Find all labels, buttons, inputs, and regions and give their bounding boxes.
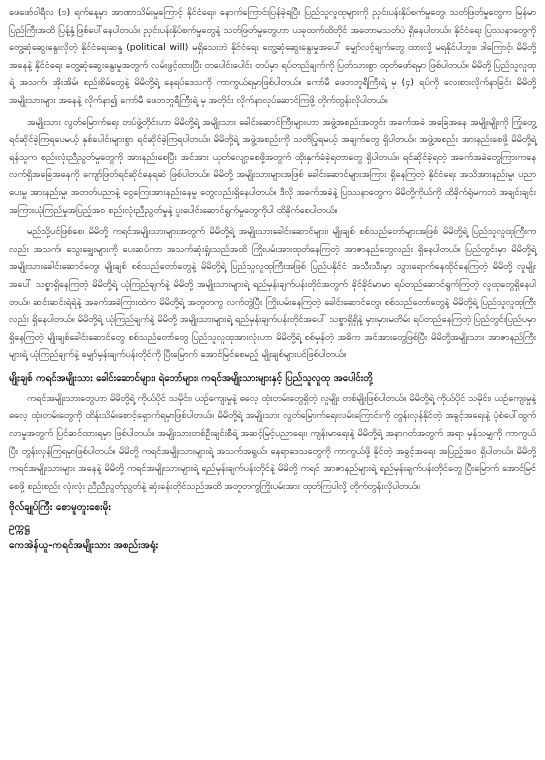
paragraph-intro: ဖေဖော်ဝါရီလ (၁) ရက်နေ့မှာ အာဏာသိမ်းမှုကြောင့် နိုင်ငံရေး၊ နောက်ကြောင်းပြန်ခဲ့ရပြီး ပြည်သူလူထုများကို ညှင်းပန်းနှိပ်စက်မှုတွေ၊ သတ်ဖြတ်မှုတွေက မြန်မာပြည်ကြီးအထိ ပြန့်နှံ့ဖြစ်ပေါ်နေပါတယ်။ ညှင်းပန်းနှိပ်စက်မှုတွေနဲ့ သတ်ဖြတ်မှုတွေဟာ ယခုထက်ထိတိုင် အတောမသတ်ပဲ ရှိနေပါတယ်။ နိုင်ငံရေး ပြဿနာတွေကို တွေ့ဆုံဆွေးနွေးလိုတဲ့ နိုင်ငံရေးဆန္ဒ (political will) မရှိသေးဘဲ နိုင်ငံရေး တွေ့ဆုံဆွေးနွေးမှုအပေါ် မျှော်လင့်ချက်တွေ ထားလို့ မရနိုင်ပါဘူး။ ဒါကြောင့်၊ မိမိတို့ အနေနဲ့ နိုင်ငံရေး တွေ့ဆုံဆွေးနွေးမှုအတွက် လမ်းဖွင့်ထားပြီး တပေါင်းပေါင်း တပ်မှာ ရပ်တည်ချက်ကို ပြတ်သားစွာ ထုတ်ဖော်ရမှာ ဖြစ်ပါတယ်။ မိမိတို့ ပြည်သူလူထုရဲ့ အသက်၊ အိုးအိမ်၊ စည်းစိမ်တွေနဲ့ မိမိတို့ရဲ့ နေရပ်ဒေသကို ကာကွယ်ရမှာဖြစ်ပါတယ်။ ကော်မီ ဖေဘဘူရီကြီးရဲ့ မှ (၄) ရပ်ကို လေးစားလိုက်နာခြင်း မိမိတို့ အမျိုးသားများ အနေနဲ့ လိုက်နာ၍ ကော်မီ ဖေဘဘူရီကြီးရဲ့ မှ အတိုင်း လိုက်နာလုပ်ဆောင်ကြဖို့ တိုက်တွန်းလိုပါတယ်။ bbox=[9, 7, 536, 106]
signature-closing-phrase: ဗိုလ်ချုပ်ကြီး စောမူတူးစေးမိုး bbox=[9, 502, 111, 514]
paragraph-closing: ကရင်အမျိုးသားတွေဟာ မိမိတို့ရဲ့ ကိုယ်ပိုင် သမိုင်း၊ ယဉ်ကျေးမှုနဲ့ ဓလေ့ ထုံးတမ်းတွေရှိတဲ့ လူမျိုး တစ်မျိုးဖြစ်ပါတယ်။ မိမိတို့ရဲ့ ကိုယ်ပိုင် သမိုင်း၊ ယဉ်ကျေးမှုနဲ့ ဓလေ့ ထုံးတမ်းတွေကို ထိန်းသိမ်းစောင့်ရှောက်ရမှာဖြစ်ပါတယ်။ မိမိတို့ရဲ့ အမျိုးသား လွတ်မြောက်ရေးလမ်းကြောင်းကို တွန်းလှန်နိုင်တဲ့ အခွင့်အရေးနဲ့ ပုံစံပေါ်ထွက်လာမှုအတွက် ပြင်ဆင်ထားရမှာ ဖြစ်ပါတယ်။ အမျိုးသားတစ်ဦးချင်းစီရဲ့ အဆင့်မြင့်ပညာရေး၊ ကျန်းမာရေးနဲ့ မိမိတို့ရဲ့ အနာဂတ်အတွက် အရာ မှန်သမျှကို ကာကွယ်ပြီး တွန်းလှန်ကြရမှာဖြစ်ပါတယ်။ မိမိတို့ ကရင်အမျိုးသားများရဲ့ အသက်အရွယ်၊ နေရာဒေသတွေကို ကာကွယ်ဖို့ နိုင်တဲ့ အခွင့်အရေး အပြည့်အဝ ရှိပါတယ်။ မိမိတို့ ကရင်အမျိုးသားများ အနေနဲ့ မိမိတို့ ကရင်အမျိုးသားများရဲ့ ရည်မှန်းချက်ပန်းတိုင်နဲ့ မိမိတို့ ကရင် အာဇာနည်များရဲ့ ရည်မှန်းချက်ပန်းတိုင်တွေ ပြီးမြောက် အောင်မြင်စေဖို့ စည်းစည်း လုံးလုံး ညီညီညွတ်ညွတ်နဲ့ ဆုံးခန်းတိုင်သည်အထိ အတူတကွကြိုးပမ်းအား ထုတ်ကြပါလို့ တိုက်တွန်းလိုပါတယ်။ bbox=[9, 392, 536, 492]
signature-title: ဥက္ကဋ္ဌ bbox=[9, 522, 30, 534]
paragraph-challenges: အမျိုးသား လွတ်မြောက်ရေး တပ်ဖွဲ့တိုင်းဟာ မိမိတို့ရဲ့ အမျိုးသား ခေါင်းဆောင်ကြီးများဟာ အဖွဲ့အစည်းအတွင်း အခက်အခဲ အခြေအနေ အမျိုးမျိုးကို ကြုံတွေ့ရင်ဆိုင်ခဲ့ကြရပေမယ့် နှစ်ပေါင်းများစွာ ရင်ဆိုင်ခဲ့ကြရပါတယ်။ မိမိတို့ရဲ့ အဖွဲ့အစည်းကို သတိပြုရမယ့် အချက်တွေ ရှိပါတယ်။ အဖွဲ့အစည်း အားနည်းစေဖို့ မိမိတို့ရဲ့ ရန်သူက စည်းလုံးညီညွတ်မှုတွေကို အားနည်းစေပြီး အင်အား ယုတ်လျော့စေဖို့အတွက် ထိုးနှက်ခံခဲ့ရတာတွေ ရှိပါတယ်။ ရင်ဆိုင်ခဲ့ရတဲ့ အခက်အခဲတွေကြားကနေ လက်ရှိအခြေအနေကို ကျော်ဖြတ်ရင်ဆိုင်နေရဆဲ ဖြစ်ပါတယ်။ မိမိတို့ အမျိုးသားများအဖြစ် ခေါင်းဆောင်များအကြား ရှိနေကြတဲ့ နိုင်ငံရေး အသိအားနည်းမှု၊ ပညာပေးမှု အားနည်းမှု၊ အတတ်ပညာနဲ့ ငွေကြေးအားနည်းနေမှု တွေလည်းရှိနေပါတယ်။ ဒီလို အခက်အခဲနဲ့ ပြဿနာတွေက မိမိတို့ကိုယ်ကို ထိခိုက်ရုံမကဘဲ အချင်းချင်း အကြားယုံကြည်မှုအပြည့်အဝ စည်းလုံးညီညွတ်မှုနဲ့ ပူးပေါင်းဆောင်ရွက်မှုတွေကိုပါ ထိခိုက်စေပါတယ်။ bbox=[9, 116, 536, 216]
section-heading: မျိုးချစ် ကရင်အမျိုးသား ခေါင်းဆောင်များ၊ ရဲဘော်များ၊ ကရင်အမျိုးသားများနှင့် ပြည်သူလူထု အပေါင်းတို့ bbox=[9, 372, 373, 384]
paragraph-patriots: မည်သို့ပင်ဖြစ်စေ၊ မိမိတို့ ကရင်အမျိုးသားများအတွက် မိမိတို့ရဲ့ အမျိုးသားခေါင်းဆောင်များ၊ မျိုးချစ် စစ်သည်တော်များအဖြစ် မိမိတို့ရဲ့ ပြည်သူလူထုကြီးကလည်း အသက်၊ သွေးချွေးများကို ပေးဆပ်ကာ အသက်ဆုံးရှုံးသည်အထိ ကြိုးပမ်းအားထုတ်နေကြတဲ့ အာဇာနည်တွေလည်း ရှိနေပါတယ်။ ပြည်တွင်းမှာ မိမိတို့ရဲ့ အမျိုးသားခေါင်းဆောင်တွေ၊ မျိုးချစ် စစ်သည်တော်တွေနဲ့ မိမိတို့ရဲ့ ပြည်သူလူထုကြီးအဖြစ် ပြည်ပနိုင်ငံ အသီးသီးမှာ သွားရောက်နေထိုင်နေကြတဲ့ မိမိတို့ လူမျိုးအပေါ် သစ္စာရှိနေကြတဲ့ မိမိတို့ရဲ့ ယုံကြည်ချက်နဲ့ မိမိတို့ အမျိုးသားများရဲ့ ရည်မှန်းချက်ပန်းတိုင်အတွက် ခိုင်ခိုင်မာမာ ရပ်တည်ဆောင်ရွက်ကြတဲ့ လူထုတွေရှိနေပါတယ်။ ဆင်းဆင်းရဲရဲနဲ့ အခက်အခဲကြားထဲက မိမိတို့ရဲ့ အတူတကွ လက်တွဲပြီး ကြိုးပမ်းနေကြတဲ့ ခေါင်းဆောင်တွေ၊ စစ်သည်တော်တွေနဲ့ မိမိတို့ရဲ့ ပြည်သူလူထုကြီးလည်း ရှိနေပါတယ်။ မိမိတို့ရဲ့ ယုံကြည်ချက်နဲ့ မိမိတို့ အမျိုးသားများရဲ့ ရည်မှန်းချက်ပန်းတိုင်အပေါ် သစ္စာရှိရှိနဲ့ မှားမှားမတိမ်း ရပ်တည်နေကြတဲ့ ပြည်တွင်းပြည်ပမှာ ရှိနေကြတဲ့ မျိုးချစ်ခေါင်းဆောင်တွေ စစ်သည်တော်တွေ ပြည်သူလူထုအားလုံးဟာ မိမိတို့ရဲ့ စစ်မှန်တဲ့ အဓိက အင်အားတွေဖြစ်ပြီး မိမိတို့အမျိုးသား အာဇာနည်ကြီးများရဲ့ ယုံကြည်ချက်နဲ့ မျှော်မှန်းချက်ပန်းတိုင်ကို ပြီးမြောက် အောင်မြင်စေမည့် မျိုးချစ်များပင်ဖြစ်ပါတယ်။ bbox=[9, 226, 536, 361]
signature-organization: ကေအဲန်ယူ-ကရင်အမျိုးသား အစည်းအရုံး bbox=[9, 540, 159, 552]
